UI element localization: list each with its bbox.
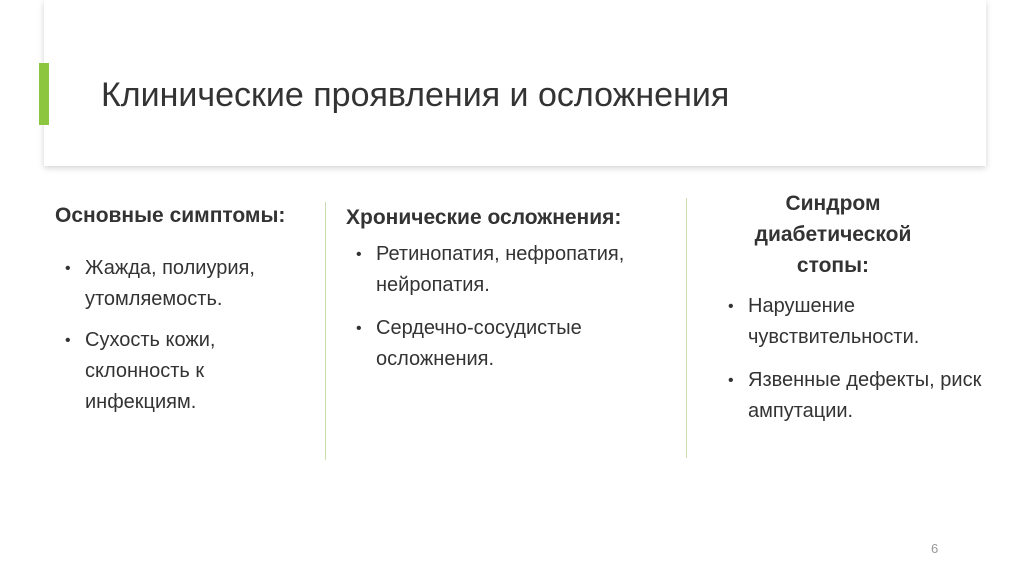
list-item — [55, 253, 317, 315]
column-heading: Основные симптомы: — [55, 204, 286, 227]
bullet-icon: • — [65, 332, 71, 349]
slide-title: Клинические проявления и осложнения — [101, 76, 730, 114]
bullet-icon: • — [65, 260, 71, 277]
bullet-icon: • — [728, 372, 734, 389]
page-number: 6 — [931, 541, 939, 556]
bullet-icon: • — [356, 246, 362, 263]
list-item — [718, 365, 988, 427]
list-item-text: Сердечно-сосудистые осложнения. — [376, 317, 582, 370]
bullet-icon: • — [728, 298, 734, 315]
complications-list — [346, 239, 676, 375]
list-item-text: Ретинопатия, нефропатия, нейропатия. — [376, 243, 625, 296]
diabetic-foot-list — [718, 291, 988, 427]
list-item — [346, 239, 676, 301]
list-item — [718, 291, 988, 353]
list-item-text: Нарушение чувствительности. — [748, 295, 920, 348]
title-accent-bar — [39, 63, 49, 125]
column-diabetic-foot — [718, 188, 988, 427]
column-divider-1 — [325, 202, 326, 460]
column-main-symptoms — [55, 200, 317, 418]
symptoms-list — [55, 253, 317, 418]
list-item — [55, 325, 317, 418]
list-item — [346, 313, 676, 375]
list-item-text: Жажда, полиурия, утомляемость. — [85, 257, 255, 310]
bullet-icon: • — [356, 320, 362, 337]
column-heading: Синдром диабетической стопы: — [754, 192, 912, 277]
column-heading: Хронические осложнения: — [346, 206, 622, 229]
column-chronic-complications — [346, 202, 676, 375]
list-item-text: Сухость кожи, склонность к инфекциям. — [85, 329, 216, 413]
column-divider-2 — [686, 198, 687, 458]
list-item-text: Язвенные дефекты, риск ампутации. — [748, 369, 982, 422]
